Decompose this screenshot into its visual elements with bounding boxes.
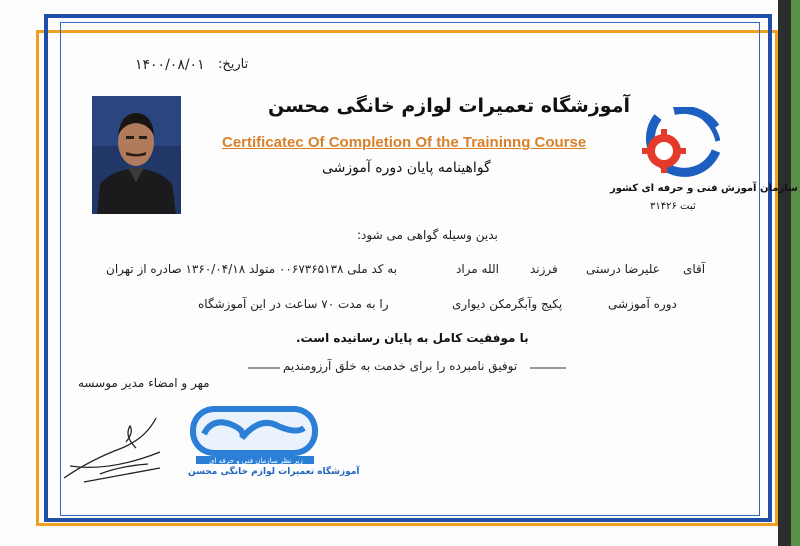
- national-id-text: به کد ملی ۰۰۶۷۳۶۵۱۳۸ متولد ۱۳۶۰/۰۴/۱۸ صادره از تهران: [106, 262, 398, 276]
- manager-signature: [60, 408, 170, 488]
- organization-registration: ثبت ۳۱۴۲۶: [650, 201, 696, 212]
- english-title: Certificatec Of Completion Of the Traininng Course: [222, 134, 587, 151]
- duration-text: را به مدت ۷۰ ساعت در این آموزشگاه: [198, 297, 389, 311]
- course-name: پکیج وآبگرمکن دیواری: [452, 297, 563, 311]
- student-name: علیرضا درستی: [586, 262, 660, 276]
- signature-caption: مهر و امضاء مدیر موسسه: [78, 376, 210, 390]
- thanks-text: توفیق نامبرده را برای خدمت به خلق آرزومندیم: [283, 359, 518, 373]
- date-label: تاریخ:: [218, 57, 249, 72]
- father-name: الله مراد: [456, 262, 499, 276]
- divider-right: [530, 367, 566, 369]
- certify-line: بدین وسیله گواهی می شود:: [357, 228, 498, 242]
- date-value: ۱۴۰۰/۰۸/۰۱: [135, 57, 205, 73]
- organization-name: سازمان آموزش فنی و حرفه ای کشور: [610, 183, 798, 194]
- student-photo: [92, 96, 181, 214]
- mr-label: آقای: [683, 262, 706, 276]
- completion-text: با موفقیت کامل به پایان رسانیده است.: [296, 331, 529, 345]
- stamp-line1: زیر نظر سازمان فنی و حرفه ای: [209, 457, 303, 465]
- institute-title: آموزشگاه تعمیرات لوازم خانگی محسن: [268, 95, 630, 117]
- persian-title: گواهینامه پایان دوره آموزشی: [322, 160, 491, 176]
- child-of-label: فرزند: [530, 262, 558, 276]
- stamp-line2: آموزشگاه تعمیرات لوازم خانگی محسن: [188, 467, 360, 477]
- course-label: دوره آموزشی: [608, 297, 677, 311]
- scan-edge-dark: [778, 0, 792, 546]
- scan-edge-green: [791, 0, 800, 546]
- divider-left: [248, 367, 280, 369]
